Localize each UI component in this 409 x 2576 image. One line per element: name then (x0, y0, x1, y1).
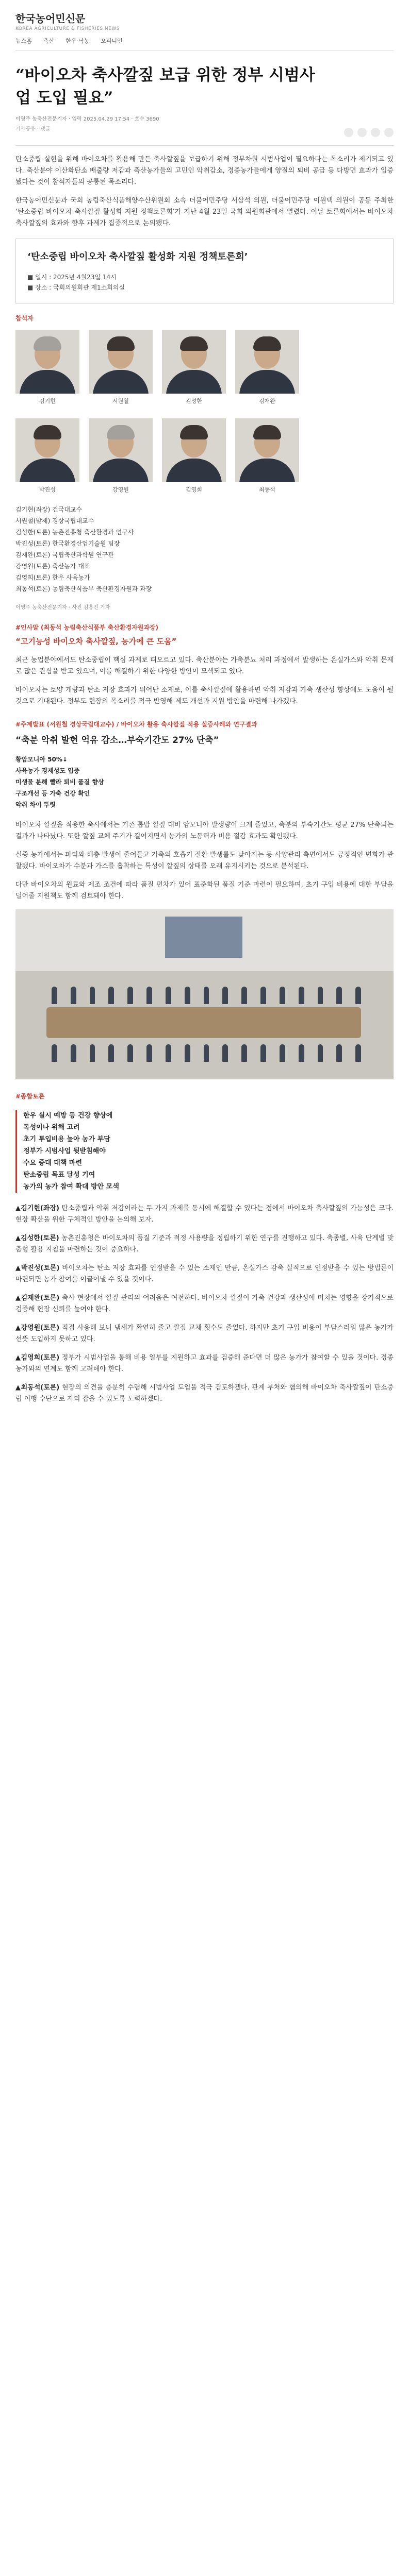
attendee-entry: 강영원(토론) 축산농가 대표 (15, 563, 90, 570)
highlight-line: 농가의 농가 참여 확대 방안 모색 (23, 1183, 119, 1191)
key-points (15, 754, 394, 810)
attendee-entry: 서원철(발제) 경상국립대교수 (15, 517, 94, 524)
attendee-portrait (235, 418, 299, 494)
portrait-caption: 강영원 (112, 486, 129, 493)
qa-text: 현장의 의견을 충분히 수렴해 시범사업 도입을 적극 검토하겠다. 관계 부처와 협의해 바이오차 축사깔짚이 탄소중립 이행 수단으로 자리 잡을 수 있도록 노력하겠다. (15, 1384, 394, 1403)
attendee-entry: 박진성(토론) 한국환경산업기술원 팀장 (15, 540, 120, 547)
share-facebook-icon[interactable] (344, 128, 353, 137)
attendee-portrait (235, 330, 299, 405)
qa-speaker: ▲강영원(토론) (15, 1324, 60, 1332)
key-point: 구조개선 등 가축 건강 확인 (15, 790, 90, 797)
qa-speaker: ▲김재완(토론) (15, 1294, 60, 1302)
article-title: “바이오차 축사깔짚 보급 위한 정부 시범사업 도입 필요” (15, 66, 315, 107)
menu-item[interactable]: 뉴스홈 (15, 38, 32, 44)
qa-item (15, 1323, 394, 1345)
portrait-photo (235, 418, 299, 482)
presentation-section (15, 720, 394, 902)
qa-text: 탄소중립과 악취 저감이라는 두 가지 과제를 동시에 해결할 수 있다는 점에서 바이오차 축사깔짚의 가능성은 크다. 현장 확산을 위한 구체적인 방안을 논의해 보자. (15, 1205, 394, 1224)
portrait-caption: 최동석 (259, 486, 275, 493)
divider (15, 145, 394, 146)
section-paragraph: 실증 농가에서는 파리와 해충 발생이 줄어들고 가축의 호흡기 질환 발생률도 낮아지는 등 사양관리 측면에서도 긍정적인 변화가 관찰됐다. 바이오차가 수분과 가스를 흡착하는 특성이 깔짚의 상태를 오래 유지시키는 것으로 분석된다. (15, 851, 394, 870)
section-paragraph: 바이오차 깔짚을 적용한 축사에서는 기존 톱밥 깔짚 대비 암모니아 발생량이 크게 줄었고, 축분의 부숙기간도 평균 27% 단축되는 결과가 나타났다. 또한 깔짚 교체 주기가 길어지면서 농가의 노동력과 비용 절감 효과도 확인됐다. (15, 821, 394, 840)
qa-speaker: ▲최동석(토론) (15, 1384, 60, 1392)
greeting-section (15, 623, 394, 707)
attendee-list (15, 504, 394, 595)
qa-text: 직접 사용해 보니 냄새가 확연히 줄고 깔짚 교체 횟수도 줄었다. 하지만 초기 구입 비용이 부담스러워 많은 농가가 선뜻 도입하지 못하고 있다. (15, 1324, 394, 1343)
attendee-portrait (15, 418, 79, 494)
portrait-photo (162, 330, 226, 394)
article-byline: 이영주 농축산전문기자 · 입력 2025.04.29 17:54 · 호수 3690 (15, 116, 159, 122)
highlight-line: 정부가 시범사업 뒷받침해야 (23, 1147, 106, 1155)
attendee-entry: 김영희(토론) 한우 사육농가 (15, 574, 90, 581)
intro-paragraph: 탄소중립 실현을 위해 바이오차를 활용해 만든 축사깔짚을 보급하기 위해 정부차원 시범사업이 필요하다는 목소리가 제기되고 있다. 축산분야 이산화탄소 배출량 저감과 축산농가들의 고민인 악취감소, 경종농가들에게 양질의 퇴비 공급 등 다방면 효과가 입증됐다는 것이 참석자들의 공통된 목소리다. (15, 156, 394, 186)
qa-text: 축사 현장에서 깔짚 관리의 어려움은 여전하다. 바이오차 깔짚이 가축 건강과 생산성에 미치는 영향을 장기적으로 검증해 현장 신뢰를 높여야 한다. (15, 1294, 394, 1313)
attendee-portrait (162, 418, 226, 494)
portrait-caption: 김성한 (186, 398, 202, 404)
qa-text: 정부가 시범사업을 통해 비용 일부를 지원하고 효과를 검증해 준다면 더 많은 농가가 참여할 수 있을 것이다. 경종농가와의 연계도 함께 고려해야 한다. (15, 1354, 394, 1373)
qa-text: 농촌진흥청은 바이오차의 품질 기준과 적정 사용량을 정립하기 위한 연구를 진행하고 있다. 축종별, 사육 단계별 맞춤형 활용 지침을 마련하는 것이 중요하다. (15, 1234, 394, 1253)
attendee-entry: 김성한(토론) 농촌진흥청 축산환경과 연구사 (15, 529, 134, 536)
attendee-portraits (15, 330, 394, 494)
section-heading: “고기능성 바이오차 축사깔짚, 농가에 큰 도움” (15, 637, 177, 646)
qa-speaker: ▲김성한(토론) (15, 1234, 59, 1242)
event-info-box (15, 239, 394, 303)
event-date: ■ 일시 : 2025년 4월23일 14시 (27, 274, 117, 281)
qa-item (15, 1203, 394, 1226)
section-tag: #인사말 (최동석 농림축산식품부 축산환경자원과장) (15, 624, 158, 631)
highlight-line: 수요 증대 대책 마련 (23, 1159, 83, 1167)
attendee-portrait (89, 418, 153, 494)
section-paragraph: 바이오차는 토양 개량과 탄소 저장 효과가 뛰어난 소재로, 이를 축사깔짚에 활용하면 악취 저감과 가축 생산성 향상에도 도움이 될 것으로 기대된다. 정부도 현장의 목소리를 적극 반영해 제도 개선과 지원 방안을 마련해 나가겠다. (15, 686, 394, 705)
key-point: 미생물 분해 빨라 퇴비 품질 향상 (15, 778, 104, 786)
share-twitter-icon[interactable] (357, 128, 367, 137)
section-paragraph: 다만 바이오차의 원료와 제조 조건에 따라 품질 편차가 있어 표준화된 품질 기준 마련이 필요하며, 초기 구입 비용에 대한 부담을 덜어줄 지원책도 함께 검토돼야 한다. (15, 881, 394, 900)
qa-speaker: ▲박진성(토론) (15, 1264, 60, 1272)
attendee-portrait (15, 330, 79, 405)
portrait-photo (15, 418, 79, 482)
key-point: 악취 차이 뚜렷 (15, 801, 56, 808)
attendee-portrait (162, 330, 226, 405)
portrait-photo (89, 418, 153, 482)
portrait-photo (162, 418, 226, 482)
attendee-portrait (89, 330, 153, 405)
menu-item[interactable]: 한우·낙농 (66, 38, 90, 44)
event-heading: ‘탄소중립 바이오차 축사깔짚 활성화 지원 정책토론회’ (27, 251, 248, 262)
share-buttons (15, 128, 394, 137)
section-tag: #주제발표 (서원철 경상국립대교수) / 바이오차 활용 축사깔짚 적용 실증사례와 연구결과 (15, 721, 257, 728)
qa-item (15, 1263, 394, 1285)
qa-text: 바이오차는 탄소 저장 효과를 인정받을 수 있는 소재인 만큼, 온실가스 감축 실적으로 인정받을 수 있는 방법론이 마련되면 농가 참여를 이끌어낼 수 있을 것이다. (15, 1264, 394, 1283)
portrait-caption: 김기현 (39, 398, 56, 404)
forum-photo (15, 909, 394, 1079)
attendee-entry: 김기현(좌장) 건국대교수 (15, 506, 83, 513)
portrait-photo (235, 330, 299, 394)
portrait-caption: 박진성 (39, 486, 56, 493)
section-paragraph: 최근 농업분야에서도 탄소중립이 핵심 과제로 떠오르고 있다. 축산분야는 가축분뇨 처리 과정에서 발생하는 온실가스와 악취 문제로 많은 관심을 받고 있으며, 이를 해결하기 위한 다양한 방안이 모색되고 있다. (15, 656, 394, 675)
highlight-line: 독성이나 위해 고려 (23, 1124, 80, 1131)
attendee-entry: 김재완(토론) 국립축산과학원 연구관 (15, 551, 114, 558)
qa-item (15, 1233, 394, 1256)
qa-item (15, 1293, 394, 1315)
qa-speaker: ▲김영희(토론) (15, 1354, 60, 1362)
intro-paragraph: 한국농어민신문과 국회 농림축산식품해양수산위원회 소속 더불어민주당 서삼석 의원, 더불어민주당 이원택 의원이 공동 주최한 ‘탄소중립 바이오차 축사깔짚 활성화 지원 정책토론회’가 지난 4월 23일 국회 의원회관에서 열렸다. 이날 토론회에서는 바이오차 축사깔짚의 효과와 향후 과제가 집중적으로 논의됐다. (15, 197, 394, 227)
highlight-line: 한우 실시 예방 등 건강 향상에 (23, 1112, 113, 1120)
section-heading: “축분 악취 발현 억유 감소…부숙기간도 27% 단축” (15, 735, 219, 745)
qa-speaker: ▲김기현(좌장) (15, 1205, 59, 1212)
share-link-icon[interactable] (371, 128, 380, 137)
section-tag: #종합토론 (15, 1093, 45, 1100)
top-menu (15, 37, 394, 50)
discussion-section (15, 1092, 394, 1405)
menu-item[interactable]: 축산 (43, 38, 55, 44)
attendee-entry: 최동석(토론) 농림축산식품부 축산환경자원과 과장 (15, 585, 152, 592)
portrait-caption: 김영희 (186, 486, 202, 493)
key-point: 황암모니아 50%↓ (15, 756, 68, 763)
portrait-photo (89, 330, 153, 394)
portrait-caption: 서원철 (112, 398, 129, 404)
highlight-line: 탄소중립 목표 달성 기여 (23, 1171, 95, 1179)
portrait-caption: 김재완 (259, 398, 275, 404)
portrait-photo (15, 330, 79, 394)
qa-item (15, 1382, 394, 1405)
event-venue: ■ 장소 : 국회의원회관 제1소회의실 (27, 284, 125, 291)
menu-item[interactable]: 오피니언 (101, 38, 123, 44)
attendees-label: 참석자 (15, 315, 34, 322)
discussion-highlights (15, 1110, 394, 1193)
article-share-links[interactable]: 기사공유 · 댓글 (15, 126, 51, 132)
masthead (15, 0, 394, 50)
key-point: 사육농가 경제성도 입증 (15, 767, 80, 774)
site-logo-sub: KOREA AGRICULTURE & FISHERIES NEWS (15, 26, 120, 31)
photo-credit: 이영주 농축산전문기자 · 사진 김흥진 기자 (15, 605, 110, 611)
print-icon[interactable] (384, 128, 394, 137)
site-logo[interactable]: 한국농어민신문 (15, 12, 86, 25)
highlight-line: 초기 투입비용 높아 농가 부담 (23, 1136, 110, 1143)
qa-item (15, 1352, 394, 1375)
